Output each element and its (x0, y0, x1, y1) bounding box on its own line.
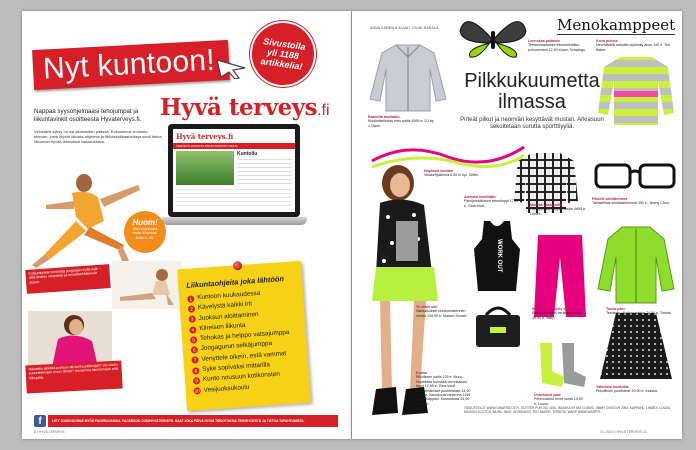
product-label-text: Kapealahkeiset verkkarihousut 29,90 e, Warp. (532, 311, 581, 320)
product-label (592, 197, 676, 206)
laptop-screen (168, 124, 300, 217)
site-title: Hyvä terveys.fi (176, 132, 234, 141)
product-label-text: Temanmaahanke intenkeledikko pohoeeniset 12,90 e/pari, Schwings. (528, 43, 586, 52)
note-item-label: Syke sopivaksi mittarilla (201, 361, 271, 374)
callout-running-text: Haluatko aloittaa juoksun tai kuntosyklikolgin? Voi etsiko suunnitelmaan sinun tähtisi? Annamme tärinöimään että lihkujalla. (28, 362, 119, 381)
headline-line-2: ilmassa (498, 91, 566, 113)
product-label (606, 307, 676, 316)
polka-skirt-photo (598, 311, 674, 381)
huom-title: Huom! (132, 218, 158, 227)
site-logo (160, 94, 330, 121)
product-label-text: Neonväriillä raidoitta oiylinnity akoo 140 e, Ted Baker. (596, 43, 670, 52)
site-text-lines (237, 159, 292, 185)
note-item-label: Vesijuoksukoulu (203, 383, 250, 394)
site-headline: Kuntoilu (237, 151, 258, 157)
site-text-lines-2 (176, 189, 292, 209)
tank-top-print: WORK OUT (496, 239, 502, 273)
note-item-label: Juoksun aloittaminen (198, 310, 259, 322)
jacket-photo (368, 39, 448, 115)
left-footer-bar (48, 415, 338, 427)
product-label-text: Pehmustetut tenet sukat 14,90 e, Louza. (534, 397, 583, 406)
product-label-title: Illoiseer-pieonelly seven (532, 307, 574, 311)
product-label-text: Tahtisellisia silmälasikehmät 300 e, Jimmy Choo. (592, 201, 670, 206)
note-item-number: 8 (192, 367, 199, 374)
product-label-title: Hopkend koulian (424, 169, 453, 173)
note-title: Liikuntaohjeita joka lähtöön (186, 274, 285, 290)
product-label-title: Raamilla tuulitakki (368, 115, 400, 119)
note-item-label: Kunto nousuun kotikonsten (202, 370, 281, 384)
product-label (532, 307, 586, 320)
product-label-title: Aiemmä kehittäjän (464, 195, 496, 199)
product-label-title: Kovo pehmo (596, 39, 618, 43)
product-label (530, 203, 594, 216)
callout-yoga (25, 264, 110, 294)
green-jacket-photo (596, 223, 676, 307)
satchel-photo (472, 305, 524, 349)
banner (32, 40, 230, 90)
running-woman-photo (28, 311, 112, 367)
sticker-badge (246, 17, 321, 92)
note-item-number: 1 (187, 295, 194, 302)
laptop-base (162, 217, 307, 225)
sticker-text: Sivustolla yli 1188 artikkelia! (260, 36, 307, 72)
product-label (596, 39, 672, 52)
product-label-title: Valkoista muotoilla (596, 385, 629, 389)
site-nav: TERVEYS LIIKUNTA PAINO RAVINTO SEKSI (173, 143, 295, 149)
product-label (416, 371, 472, 406)
product-label-title: Lennokas paitaisin (528, 39, 561, 43)
callout-yoga-text: Kotijumppaan innostaa joogaajan Kyllä Aalk – sillä ilmaisu venyttelyt ja ennaltaehkäisevät ohjeet. (28, 266, 102, 285)
section-title: Menokamppeet (557, 16, 676, 34)
intro-text: Nappaa syysohjelmaasi tehojumpat ja liikuntavinkit osoitteesta Hyvaterveys.fi. (34, 108, 142, 123)
product-label-title: Muntaa vakkamilla (530, 203, 562, 207)
right-page (352, 11, 682, 439)
workout-list-note (177, 261, 311, 411)
note-item-label: Kiireisen liikunta (199, 321, 246, 332)
note-item-number: 9 (193, 377, 200, 384)
left-page (22, 11, 351, 439)
headline (452, 71, 612, 113)
credits: ANNA KARMILÄ KUVAT JOUNI HARALA (370, 26, 439, 30)
product-label (424, 169, 488, 178)
glasses-photo (592, 157, 678, 195)
note-item-label: Kuntoon kuukaudessa (196, 289, 261, 302)
right-page-number: 11 | 2013 | HYVÄ TERVEYS 11 (600, 430, 647, 434)
product-label-title: Tuulia päin (606, 307, 625, 311)
body-text: Virkistävä syksy on nyt kilokauden päässä. Kokosimme Kuntoilu-teeman, josta löydät liikunta-ohjelmia ja tietotekstikaahetkeja sekä tietoa liikunnan hyvää tekevästä vaikutuksista. (34, 129, 162, 144)
product-label-text: Pöntöpmaisen löysä neuke 4695 e, Lindex. (530, 207, 587, 216)
left-page-number: 8 | HYVÄ TERVEYS (34, 430, 65, 434)
product-label-title: Yli dram ole! (416, 305, 438, 309)
product-label-title: Pikkelä silmäkehmet (592, 197, 628, 201)
huom-text: Uusi ohjelmapa myös lehdessä, katso s. 80. (132, 227, 158, 240)
product-label-title: Kunso (416, 371, 428, 375)
note-item-number: 4 (189, 326, 196, 333)
striped-sweater-photo (596, 53, 676, 129)
product-label-title: Ünnekiinet jalat (534, 393, 561, 397)
product-label (368, 115, 438, 128)
butterfly-earrings-photo (456, 13, 530, 65)
website-preview (173, 129, 295, 212)
product-label-text: Tekninen ulkoilupusakka 74,90 e, Torstai. (606, 311, 672, 316)
product-label-text: Pilkullinen paitis 129 e, Muru. Hopeinitta kolmäkä veronkaisen toppi 12,95 e, Gina tricot. Nevnemähriset puunhiukset 44,90 e, Nike. Nanukonai rantenna 1195 e/kpl, Kappahl. Kontustossi 54,90 e, Warp. (416, 375, 471, 406)
headline-line-1: Pilkkukuumetta (464, 70, 600, 92)
laptop (162, 124, 307, 236)
note-item-number: 5 (190, 336, 197, 343)
product-label-text: Veiakehjukimnä 6,90 e/ kpl, Glitter. (424, 173, 480, 178)
note-item-number: 2 (188, 305, 195, 312)
product-label-text: Pilkulliinen puolihame 29,90 e, Indiska. (596, 389, 658, 394)
note-item-label: Kävelystä kaikki irti (197, 300, 253, 312)
socks-photo (532, 341, 588, 391)
banner-title: Nyt kuntoon! (42, 43, 216, 86)
site-hero-image (176, 151, 234, 185)
note-item-number: 7 (191, 357, 198, 364)
note-list (179, 286, 310, 397)
note-item-number: 3 (188, 316, 195, 323)
logo-text: Hyvä terveys (160, 94, 318, 121)
callout-running (25, 361, 122, 394)
note-item-number: 6 (191, 346, 198, 353)
product-label (596, 385, 676, 394)
product-label (534, 393, 586, 406)
left-footer-text: LIITY JOUKKOONME MYÖS FACEBOOKISSA. FACEBOOK.COM/HYVÄTERVEYS. SAAT JOKA PÄIVÄ HYVIÄ TIEDOTUKSIA TERVEYDESTÄ JA TIETOA TAPAHTUMISTA. (52, 419, 305, 423)
note-item-label: Venyttele oikein, estä vammat (201, 349, 287, 363)
facebook-icon[interactable]: f (34, 415, 46, 427)
logo-suffix: .fi (317, 102, 330, 119)
huom-badge (124, 211, 166, 253)
note-item-label: Joogagurun selkäjumppa (200, 340, 273, 353)
product-label-text: Kuluksikelleikky ento paitis 4599 e, DJ by J.Olsen. (368, 119, 434, 128)
subhead: Pirteät pilkut ja neonväri kesyttävät mustan. Arkiasuun sekoitetaan suruttа sportttiyyliä. (460, 117, 604, 131)
section-rule (557, 34, 675, 35)
right-footer-text: TIEDUSTELUT WWW.GINATRICOT.FI, GLITTER PUH 010 4010, INDISKA 09 692 10 8000, JIMMY CHOO 09 2054, KAPPAHL, LINDEX, LOUZA, MAISON SCOTCH, MURU, NIKE, SCHWINGS, TED BAKER, TORSTAI, WARP WWW.WARP.FI. (464, 406, 671, 414)
stretching-woman-photo (112, 261, 182, 309)
note-item-label: Tehokas ja helppo vatsajumppa (199, 329, 290, 343)
cursor-arrow-icon (215, 57, 249, 79)
product-label-text: Painijamalkoisen treenitoppi 1795 e, Gina tricot. (464, 199, 518, 208)
product-label (528, 39, 590, 52)
note-item-number: 10 (194, 388, 200, 394)
product-label (464, 195, 520, 208)
product-label (416, 305, 472, 318)
product-label-text: Satulaikokset punikokristennen verota 109,95 e, Maison Scotch. (416, 309, 468, 318)
